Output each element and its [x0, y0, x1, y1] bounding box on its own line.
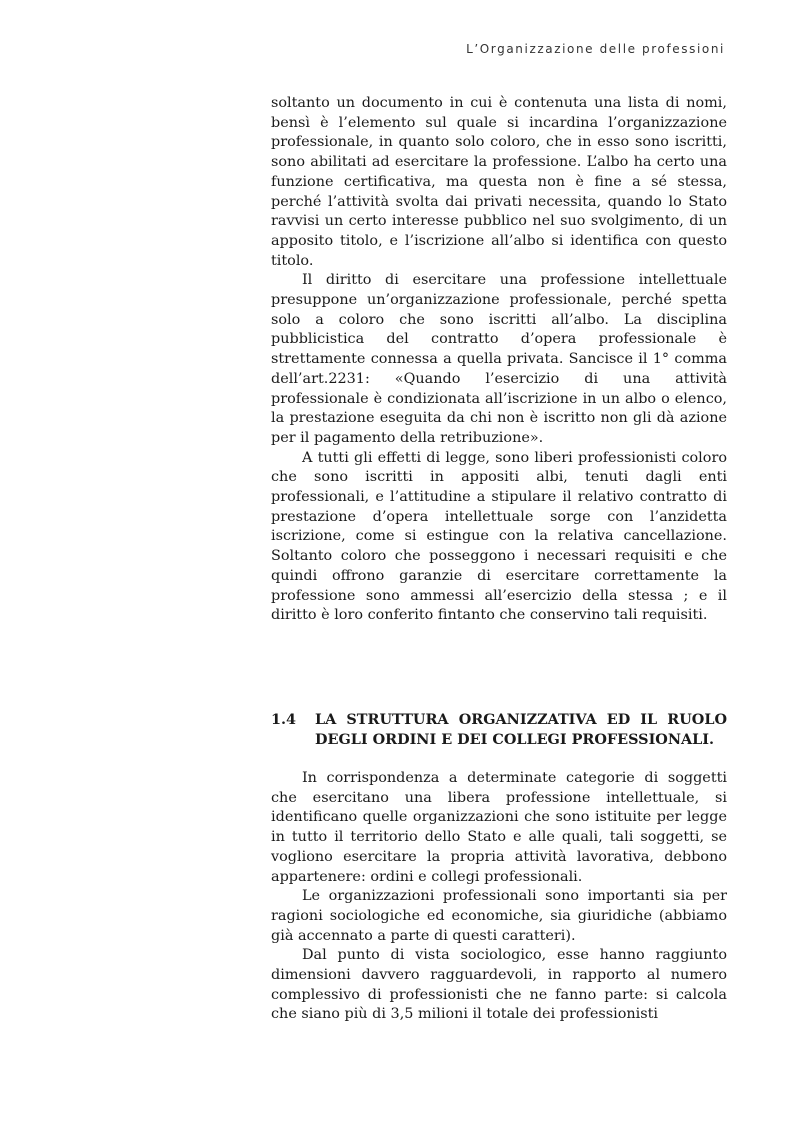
running-header: L’Organizzazione delle professioni: [466, 42, 725, 56]
paragraph-organizzazioni: Le organizzazioni professionali sono importanti sia per ragioni sociologiche ed economiche, sia giuridiche (abbiamo già accennato a parte di questi caratteri).: [271, 888, 727, 944]
paragraph-corrispondenza: In corrispondenza a determinate categorie di soggetti che esercitano una libera professione intellettuale, si identificano quelle organizzazioni che sono istituite per legge in tutto il territorio dello Stato e alle quali, tali soggetti, se vogliono esercitare la propria attività lavorativa, debbono appartenere: ordini e collegi professionali.: [271, 770, 727, 885]
paragraph-effetti-di-legge: A tutti gli effetti di legge, sono liberi professionisti coloro che sono iscritti in appositi albi, tenuti dagli enti professionali, e l’attitudine a stipulare il relativo contratto di prestazione d’opera intellettuale sorge con l’anzidetta iscrizione, come si estingue con la relativa cancellazione. Soltanto coloro che posseggono i necessari requisiti e che quindi offrono garanzie di esercitare correttamente la professione sono ammessi all’esercizio della stessa ; e il diritto è loro conferito fintanto che conservino tali requisiti.: [271, 449, 727, 624]
text-block-top: [271, 94, 727, 626]
section-number: 1.4: [271, 711, 297, 728]
text-block-bottom: [271, 769, 727, 1025]
paragraph-punto-di-vista: Dal punto di vista sociologico, esse hanno raggiunto dimensioni davvero ragguardevoli, in rapporto al numero complessivo di professionisti che ne fanno parte: si calcola che siano più di 3,5 milioni il totale dei professionisti: [271, 947, 727, 1023]
paragraph-albo-continued: soltanto un documento in cui è contenuta una lista di nomi, bensì è l’elemento sul quale si incardina l’organizzazione professionale, in quanto solo coloro, che in esso sono iscritti, sono abilitati ad esercitare la professione. L’albo ha certo una funzione certificativa, ma questa non è fine a sé stessa, perché l’attività svolta dai privati necessita, quando lo Stato ravvisi un certo interesse pubblico nel suo svolgimento, di un apposito titolo, e l’iscrizione all’albo si identifica con questo titolo.: [271, 95, 727, 269]
paragraph-diritto-esercitare: Il diritto di esercitare una professione intellettuale presuppone un’organizzazione professionale, perché spetta solo a coloro che sono iscritti all’albo. La disciplina pubblicistica del contratto d’opera professionale è strettamente connessa a quella privata. Sancisce il 1° comma dell’art.2231: «Quando l’esercizio di una attività professionale è condizionata all’iscrizione in un albo o elenco, la prestazione eseguita da chi non è iscritto non gli dà azione per il pagamento della retribuzione».: [271, 272, 727, 446]
section-heading: [271, 710, 727, 749]
section-title: LA STRUTTURA ORGANIZZATIVA ED IL RUOLO DEGLI ORDINI E DEI COLLEGI PROFESSIONALI.: [315, 711, 727, 748]
